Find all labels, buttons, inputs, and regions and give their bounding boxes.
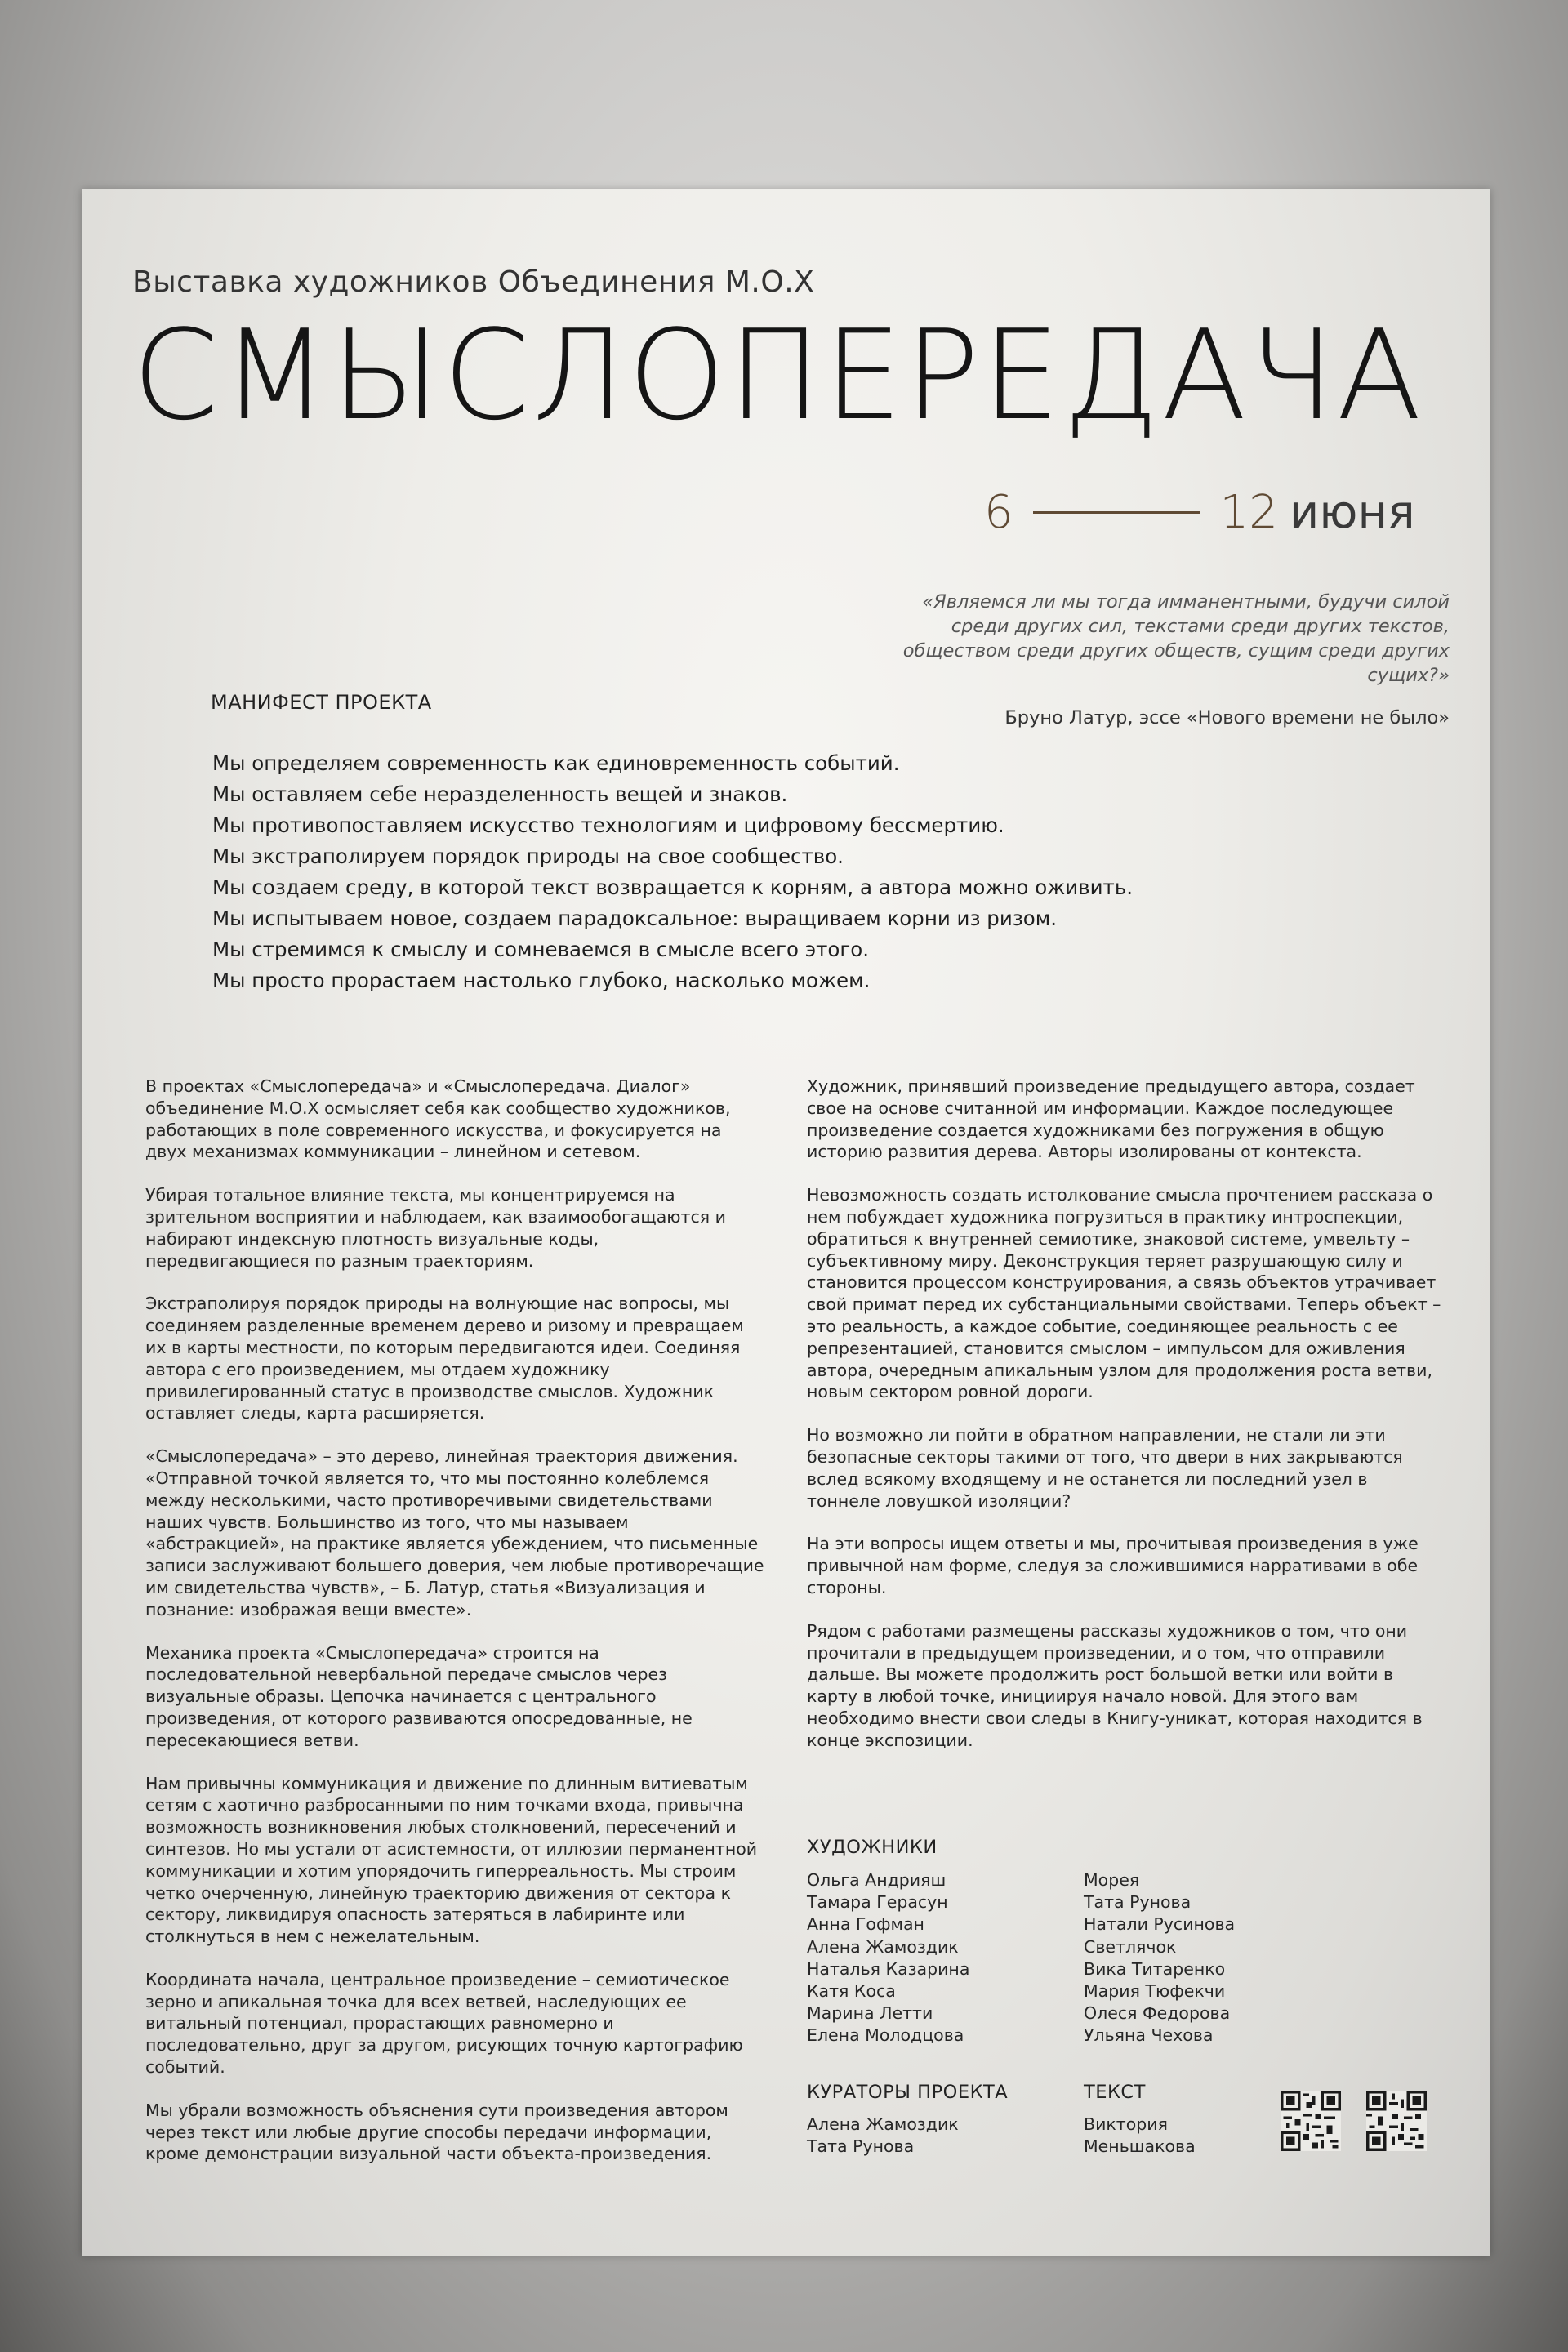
curator-name: Тата Рунова	[807, 2136, 915, 2157]
paragraph: Рядом с работами размещены рассказы художников о том, что они прочитали в предыдущем произведении, и о том, что отправили дальше. Вы можете продолжить рост большой ветки или войти в карту в любой точке, инициируя начало новой. Для этого вам необходимо внести свои следы в Книгу-уникат, которая находится в конце экспозиции.	[807, 1620, 1423, 1750]
artist-name: Светлячок	[1084, 1936, 1177, 1957]
artist-name: Вика Титаренко	[1084, 1958, 1226, 1979]
date-start: 6	[984, 486, 1013, 539]
paragraph: Убирая тотальное влияние текста, мы концентрируемся на зрительном восприятии и наблюдаем, как взаимообогащаются и набирают индексную плотность визуальные коды, передвигающиеся по разным траекториям.	[145, 1185, 726, 1271]
text-author-name: Виктория	[1084, 2114, 1168, 2134]
artist-name: Катя Коса	[807, 1981, 896, 2002]
poster-subtitle: Выставка художников Объединения М.О.Х	[132, 265, 815, 299]
manifesto-line: Мы противопоставляем искусство технологиям и цифровому бессмертию.	[212, 813, 1004, 837]
paragraph: Координата начала, центральное произведение – семиотическое зерно и апикальная точка для всех ветвей, наследующих ее витальный потенциал, прорастающих равномерно и последовательно, друг за другом, рисующих точную картографию событий.	[145, 1969, 743, 2078]
paragraph: «Смыслопередача» – это дерево, линейная траектория движения. «Отправной точкой является то, что мы постоянно колеблемся между несколькими, часто противоречивыми свидетельствами наших чувств. Большинство из того, что мы называем «абстракцией», на практике является убеждением, что письменные записи заслуживают большего доверия, чем любые противоречащие им свидетельства чувств», – Б. Латур, статья «Визуализация и познание: изображая вещи вместе».	[145, 1446, 764, 1619]
paragraph: Но возможно ли пойти в обратном направлении, не стали ли эти безопасные секторы такими от того, что двери в них закрываются вслед всякому входящему и не останется ли последний узел в тоннеле ловушкой изоляции?	[807, 1425, 1403, 1511]
artists-list-1	[807, 1869, 1068, 2047]
qr-code-icon[interactable]	[1281, 2091, 1341, 2151]
paragraph: Невозможность создать истолкование смысла прочтением рассказа о нем побуждает художника погрузиться в практику интроспекции, обратиться к внутренней семиотике, знаковой системе, умвельту – субъективному миру. Деконструкция теряет разрушающую силу и становится процессом конструирования, а связь объектов утрачивает свой примат перед их субстанциальными свойствами. Теперь объект – это реальность, а каждое событие, соединяющее реальность с ее репрезентацией, становится смыслом – импульсом для оживления автора, очередным апикальным узлом для продолжения роста ветви, новым сектором ровной дороги.	[807, 1185, 1441, 1402]
artist-name: Елена Молодцова	[807, 2025, 964, 2046]
epigraph-quote: «Являемся ли мы тогда имманентными, будучи силой среди других сил, текстами среди других текстов, обществом среди других обществ, сущим среди других сущих?»	[902, 591, 1450, 686]
text-author-name: Меньшакова	[1084, 2136, 1196, 2157]
text-author-heading: ТЕКСТ	[1084, 2082, 1146, 2103]
paragraph: На эти вопросы ищем ответы и мы, прочитывая произведения в уже привычной нам форме, следуя за сложившимися нарративами в обе стороны.	[807, 1534, 1419, 1597]
artist-name: Марина Летти	[807, 2003, 933, 2024]
curators-heading: КУРАТОРЫ ПРОЕКТА	[807, 2082, 1009, 2103]
manifesto-line: Мы оставляем себе неразделенность вещей и знаков.	[212, 782, 788, 806]
manifesto-line: Мы стремимся к смыслу и сомневаемся в смысле всего этого.	[212, 938, 870, 961]
body-text-right	[807, 1076, 1444, 1773]
manifesto-line: Мы определяем современность как единовременность событий.	[212, 751, 900, 775]
artist-name: Алена Жамоздик	[807, 1936, 959, 1957]
artist-name: Натали Русинова	[1084, 1914, 1236, 1935]
artist-name: Тата Рунова	[1084, 1892, 1192, 1913]
poster-title: СМЫСЛОПЕРЕДАЧА	[132, 303, 1424, 448]
artist-name: Ульяна Чехова	[1084, 2025, 1214, 2046]
exhibition-dates	[984, 486, 1415, 539]
epigraph-attribution: Бруно Латур, эссе «Нового времени не было»	[1004, 707, 1450, 728]
date-dash	[1033, 511, 1200, 514]
paragraph: Экстраполируя порядок природы на волнующие нас вопросы, мы соединяем разделенные временем дерево и ризому и превращаем их в карты местности, по которым передвигаются идеи. Соединяя автора с его произведением, мы отдаем художнику привилегированный статус в производстве смыслов. Художник оставляет следы, карта расширяется.	[145, 1294, 744, 1423]
paragraph: Механика проекта «Смыслопередача» строится на последовательной невербальной передаче смыслов через визуальные образы. Цепочка начинается с центрального произведения, от которого развиваются опосредованные, не пересекающиеся ветви.	[145, 1642, 693, 1750]
artists-list-2	[1084, 1869, 1345, 2047]
artists-heading: ХУДОЖНИКИ	[807, 1837, 938, 1858]
manifesto-line: Мы просто прорастаем настолько глубоко, насколько можем.	[212, 969, 871, 992]
curators-list	[807, 2114, 1068, 2158]
paragraph: Мы убрали возможность объяснения сути произведения автором через текст или любые другие способы передачи информации, кроме демонстрации визуальной части объекта-произведения.	[145, 2100, 728, 2164]
paragraph: В проектах «Смыслопередача» и «Смыслопередача. Диалог» объединение М.О.Х осмысляет себя как сообщество художников, работающих в поле современного искусства, и фокусируется на двух механизмах коммуникации – линейном и сетевом.	[145, 1076, 731, 1162]
artist-name: Тамара Герасун	[807, 1892, 948, 1913]
manifesto-line: Мы экстраполируем порядок природы на свое сообщество.	[212, 844, 844, 868]
artist-name: Морея	[1084, 1870, 1140, 1890]
qr-code-icon[interactable]	[1366, 2091, 1427, 2151]
artist-name: Ольга Андрияш	[807, 1870, 947, 1890]
artist-name: Анна Гофман	[807, 1914, 924, 1935]
curator-name: Алена Жамоздик	[807, 2114, 959, 2134]
artist-name: Олеся Федорова	[1084, 2003, 1231, 2024]
manifesto-line: Мы испытываем новое, создаем парадоксальное: выращиваем корни из ризом.	[212, 906, 1058, 930]
date-month: июня	[1289, 486, 1415, 539]
body-text-left	[145, 1076, 766, 2186]
artist-name: Мария Тюфекчи	[1084, 1981, 1226, 2002]
paragraph: Художник, принявший произведение предыдущего автора, создает свое на основе считанной им информации. Каждое последующее произведение создается художниками без погружения в общую историю развития дерева. Авторы изолированы от контекста.	[807, 1076, 1415, 1162]
manifesto-line: Мы создаем среду, в которой текст возвращается к корням, а автора можно оживить.	[212, 875, 1134, 899]
text-author-list	[1084, 2114, 1296, 2158]
date-end: 12	[1219, 486, 1278, 539]
manifesto-heading: МАНИФЕСТ ПРОЕКТА	[211, 691, 432, 714]
artist-name: Наталья Казарина	[807, 1958, 970, 1979]
manifesto-list	[212, 748, 1192, 996]
paragraph: Нам привычны коммуникация и движение по длинным витиеватым сетям с хаотично разбросанными по ним точками входа, привычна возможность возникновения любых столкновений, пересечений и синтезов. Но мы устали от асистемности, от иллюзии перманентной коммуникации и хотим упорядочить гиперреальность. Мы строим четко очерченную, линейную траекторию движения от сектора к сектору, ликвидируя опасность затеряться в лабиринте или столкнуться в нем с нежелательным.	[145, 1773, 758, 1947]
